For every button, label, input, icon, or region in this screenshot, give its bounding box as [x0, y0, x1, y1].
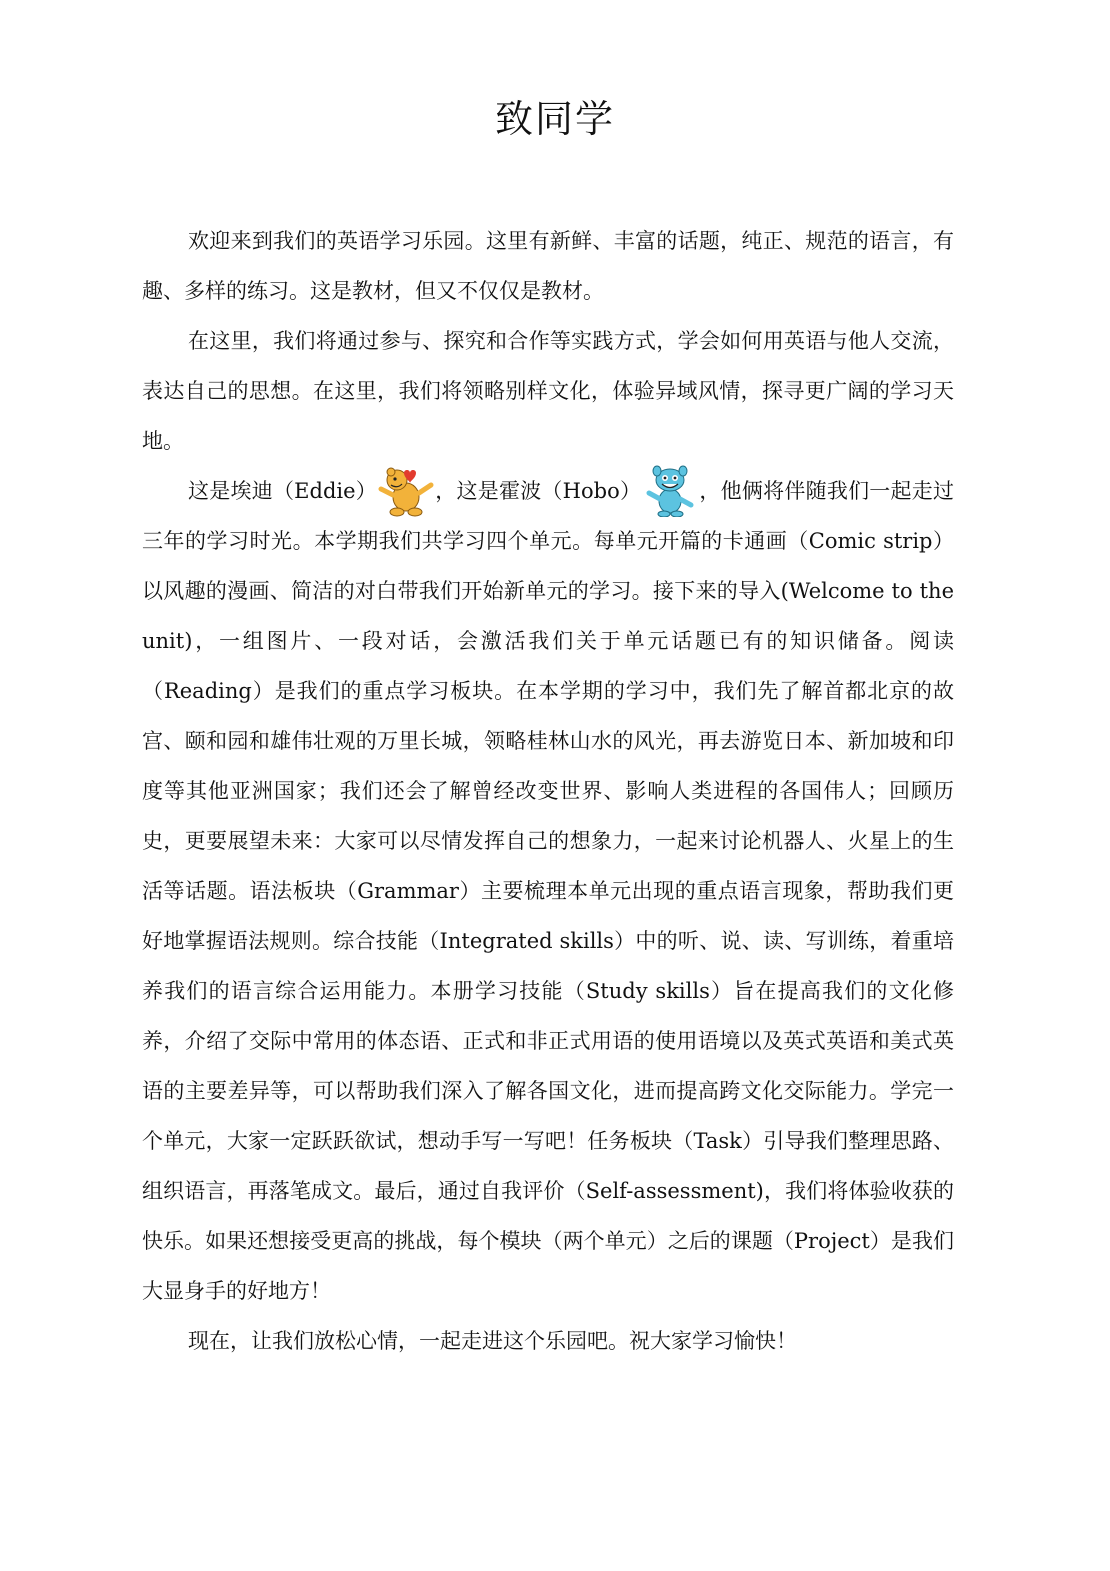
eddie-mascot-icon [377, 465, 435, 517]
page-title: 致同学 [494, 97, 615, 141]
paragraph-characters [142, 466, 954, 1316]
paragraph-here: 在这里，我们将通过参与、探究和合作等实践方式，学会如何用英语与他人交流，表达自己的思想。在这里，我们将领略别样文化，体验异域风情，探寻更广阔的学习天地。 [142, 329, 954, 453]
hobo-mascot-icon [641, 465, 699, 517]
characters-and-units-text: ，他俩将伴随我们一起走过三年的学习时光。本学期我们共学习四个单元。每单元开篇的卡通画（Comic strip）以风趣的漫画、简洁的对白带我们开始新单元的学习。接下来的导入(Welcome to the unit)，一组图片、一段对话，会激活我们关于单元话题已有的知识储备。阅读（Reading）是我们的重点学习板块。在本学期的学习中，我们先了解首都北京的故宫、颐和园和雄伟壮观的万里长城，领略桂林山水的风光，再去游览日本、新加坡和印度等其他亚洲国家；我们还会了解曾经改变世界、影响人类进程的各国伟人；回顾历史，更要展望未来：大家可以尽情发挥自己的想象力，一起来讨论机器人、火星上的生活等话题。语法板块（Grammar）主要梳理本单元出现的重点语言现象，帮助我们更好地掌握语法规则。综合技能（Integrated skills）中的听、说、读、写训练，着重培养我们的语言综合运用能力。本册学习技能（Study skills）旨在提高我们的文化修养，介绍了交际中常用的体态语、正式和非正式用语的使用语境以及英式英语和美式英语的主要差异等，可以帮助我们深入了解各国文化，进而提高跨文化交际能力。学完一个单元，大家一定跃跃欲试，想动手写一写吧！任务板块（Task）引导我们整理思路、组织语言，再落笔成文。最后，通过自我评价（Self-assessment)，我们将体验收获的快乐。如果还想接受更高的挑战，每个模块（两个单元）之后的课题（Project）是我们大显身手的好地方！ [142, 479, 955, 1303]
hobo-intro-text: ，这是霍波（Hobo） [435, 479, 642, 503]
paragraph-welcome: 欢迎来到我们的英语学习乐园。这里有新鲜、丰富的话题，纯正、规范的语言，有趣、多样的练习。这是教材，但又不仅仅是教材。 [142, 229, 954, 303]
letter-body [142, 216, 954, 1366]
paragraph-closing: 现在，让我们放松心情，一起走进这个乐园吧。祝大家学习愉快！ [188, 1329, 797, 1353]
eddie-intro-text: 这是埃迪（Eddie） [188, 479, 378, 503]
